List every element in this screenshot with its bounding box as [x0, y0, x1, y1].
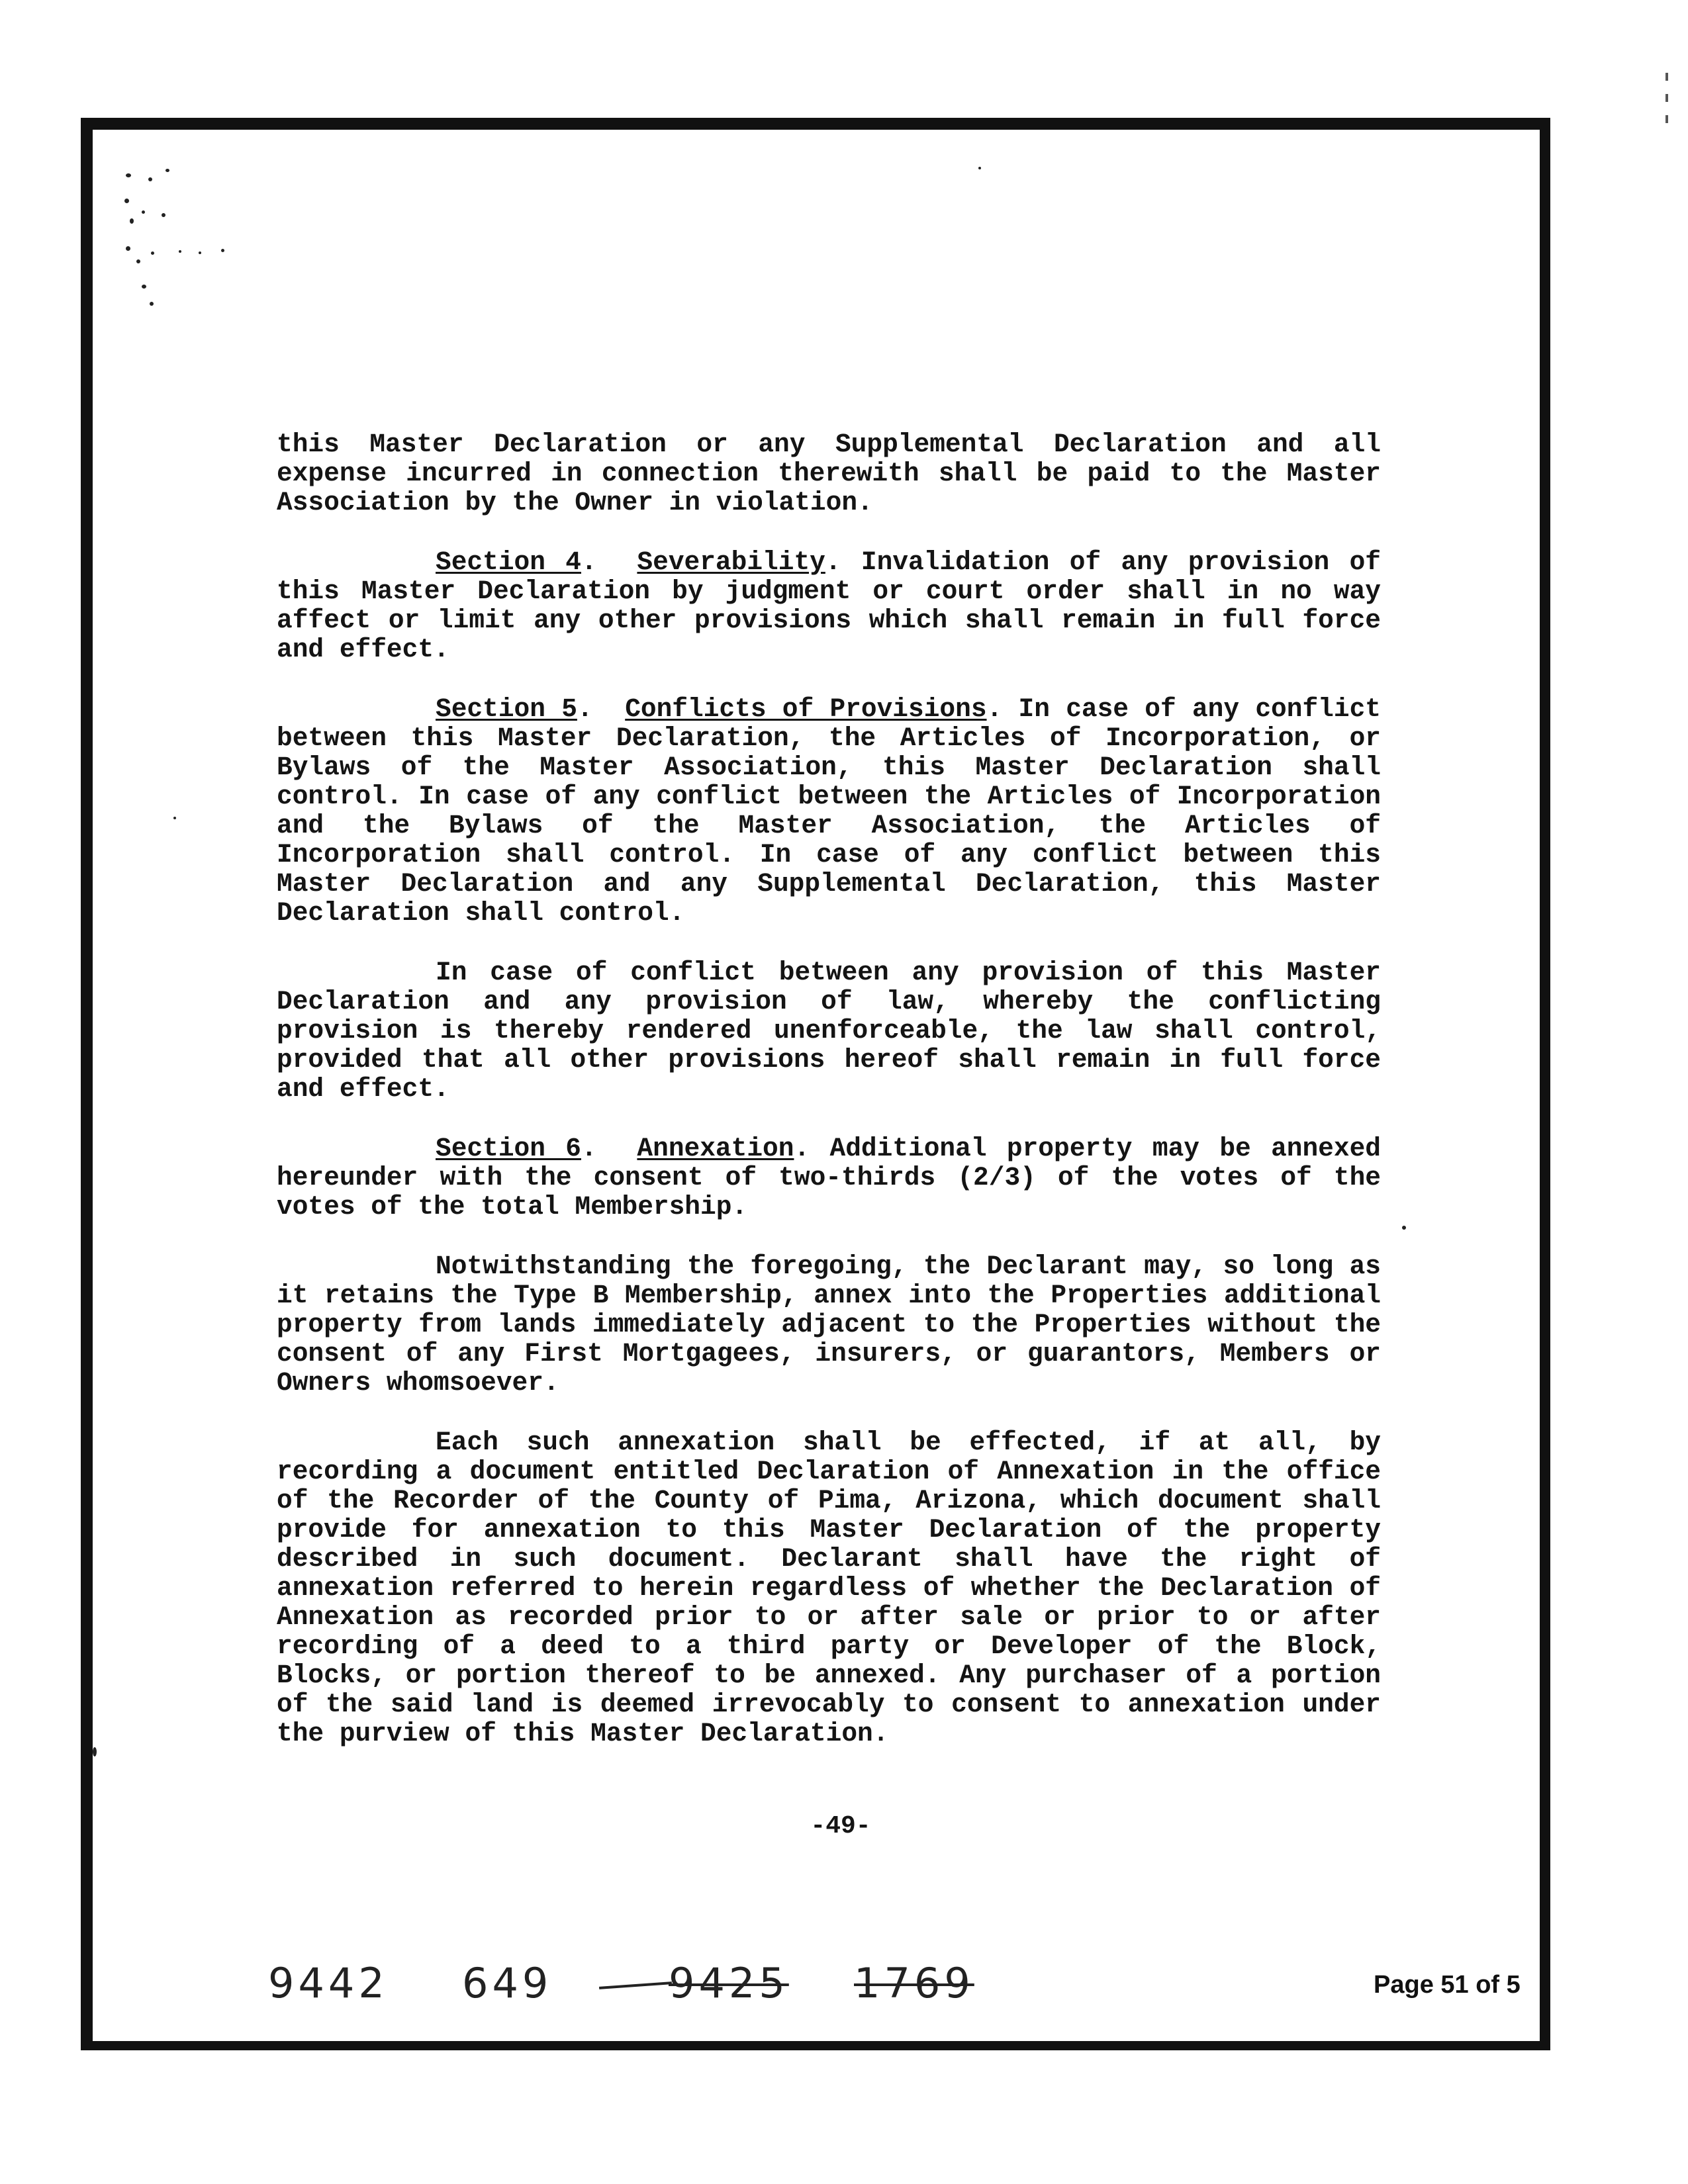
- section-paragraph: [277, 1134, 1381, 1222]
- scan-speck: [93, 1747, 97, 1756]
- handwritten-number: 9442: [268, 1959, 389, 2007]
- paragraph: [277, 1252, 1381, 1398]
- paragraph-text: . Additional property may be annexed hereunder with the consent of two-thirds (2/3) of the votes of the votes of the total Membership.: [277, 1134, 1381, 1222]
- section-paragraph: [277, 695, 1381, 928]
- scan-speck: [221, 249, 224, 252]
- paragraph: [277, 430, 1381, 518]
- handwritten-number-struck: 9425: [669, 1959, 789, 2007]
- scan-speck: [151, 251, 154, 255]
- paragraph-text: this Master Declaration or any Supplemental Declaration and all expense incurred in connection therewith shall be paid to the Master Association by the Owner in violation.: [277, 430, 1381, 518]
- paragraph: [277, 1428, 1381, 1749]
- page-number: -49-: [810, 1812, 871, 1841]
- scan-speck: [199, 251, 201, 254]
- scan-speck: [136, 259, 140, 263]
- scan-speck: [1402, 1226, 1406, 1230]
- scan-speck: [148, 177, 152, 181]
- scan-speck: [978, 167, 981, 169]
- section-label: Section 5: [436, 694, 577, 724]
- scan-speck: [130, 218, 134, 224]
- paragraph: [277, 958, 1381, 1104]
- section-heading: Annexation: [637, 1134, 794, 1163]
- handwritten-number: 649: [462, 1959, 553, 2007]
- section-separator: .: [581, 1134, 597, 1163]
- document-body: [277, 430, 1381, 1779]
- paragraph-text: Each such annexation shall be effected, if at all, by recording a document entitled Declaration of Annexation in the office of the Recorder of the County of Pima, Arizona, which document shall provide for annexation to this Master Declaration of the property described in such document. Declarant shall have the right of annexation referred to herein regardless of whether the Declaration of Annexation as recorded prior to or after sale or prior to or after recording of a deed to a third party or Developer of the Block, Blocks, or portion thereof to be annexed. Any purchaser of a portion of the said land is deemed irrevocably to consent to annexation under the purview of this Master Declaration.: [277, 1428, 1381, 1749]
- scan-speck: [162, 213, 165, 217]
- scan-speck: [126, 173, 131, 177]
- scan-speck: [142, 285, 146, 289]
- handwritten-number-struck: 1769: [854, 1959, 974, 2007]
- section-paragraph: [277, 548, 1381, 664]
- section-label: Section 6: [436, 1134, 581, 1163]
- scan-speck: [126, 246, 130, 251]
- scan-speck: [165, 169, 169, 172]
- section-heading: Conflicts of Provisions: [625, 694, 987, 724]
- scan-speck: [179, 250, 181, 253]
- paragraph-text: Notwithstanding the foregoing, the Declarant may, so long as it retains the Type B Membership, annex into the Properties additional property from lands immediately adjacent to the Properties without the consent of any First Mortgagees, insurers, or guarantors, Members or Owners whomsoever.: [277, 1251, 1381, 1398]
- paragraph-text: In case of conflict between any provision of this Master Declaration and any provision of law, whereby the conflicting provision is thereby rendered unenforceable, the law shall control, provided that all other provisions hereof shall remain in full force and effect.: [277, 958, 1381, 1104]
- paragraph-text: . In case of any conflict between this Master Declaration, the Articles of Incorporation, or Bylaws of the Master Association, this Master Declaration shall control. In case of any conflict between the Articles of Incorporation and the Bylaws of the Master Association, the Articles of Incorporation shall control. In case of any conflict between this Master Declaration and any Supplemental Declaration, this Master Declaration shall control.: [277, 694, 1381, 928]
- page-of-label: Page 51 of 5: [1374, 1971, 1521, 1999]
- paragraph-text: . Invalidation of any provision of this Master Declaration by judgment or court order shall in no way affect or limit any other provisions which shall remain in full force and effect.: [277, 547, 1381, 664]
- scan-speck: [150, 302, 154, 306]
- section-heading: Severability: [637, 547, 825, 577]
- scan-speck: [142, 210, 145, 214]
- scan-speck: [124, 199, 129, 203]
- scan-speck: [173, 817, 176, 819]
- section-separator: .: [577, 694, 593, 724]
- edge-marks: [1665, 73, 1668, 136]
- section-label: Section 4: [436, 547, 581, 577]
- section-separator: .: [581, 547, 597, 577]
